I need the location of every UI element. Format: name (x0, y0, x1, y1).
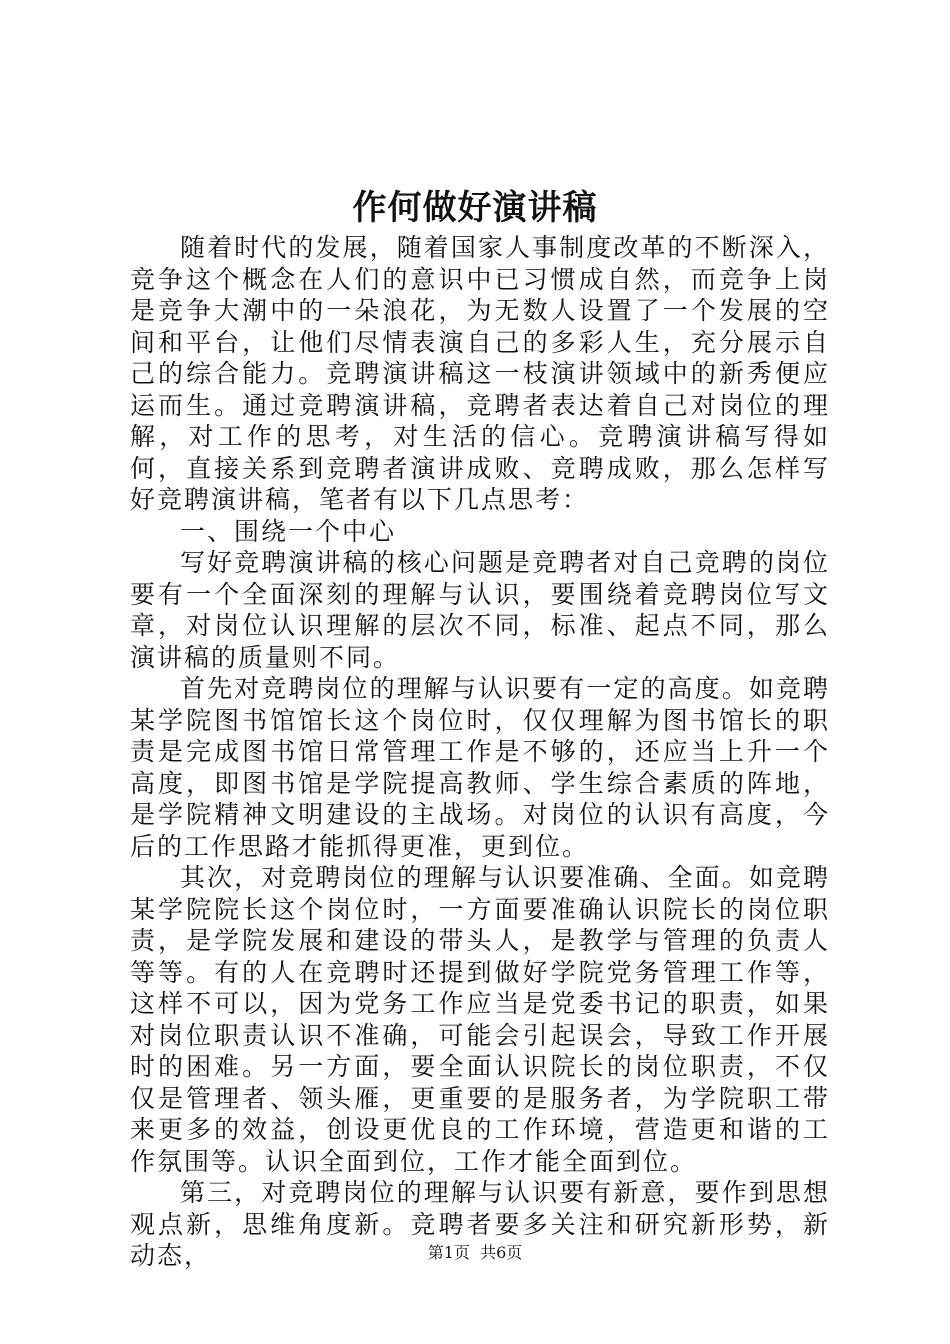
page-footer: 第1页 共6页 (427, 1243, 523, 1262)
paragraph-second: 其次，对竞聘岗位的理解与认识要准确、全面。如竞聘某学院院长这个岗位时，一方面要准确认识院长的岗位职责，是学院发展和建设的带头人，是教学与管理的负责人等等。有的人在竞聘时还提到做好学院党务管理工作等，这样不可以，因为党务工作应当是党委书记的职责，如果对岗位职责认识不准确，可能会引起误会，导致工作开展时的困难。另一方面，要全面认识院长的岗位职责，不仅仅是管理者、领头雁，更重要的是服务者，为学院职工带来更多的效益，创设更优良的工作环境，营造更和谐的工作氛围等。认识全面到位，工作才能全面到位。 (130, 863, 830, 1176)
section-heading: 一、围绕一个中心 (180, 516, 397, 546)
paragraph-core: 写好竞聘演讲稿的核心问题是竞聘者对自己竞聘的岗位要有一个全面深刻的理解与认识，要围绕着竞聘岗位写文章，对岗位认识理解的层次不同，标准、起点不同，那么演讲稿的质量则不同。 (130, 548, 830, 672)
document-body (130, 232, 830, 1272)
paragraph-intro: 随着时代的发展，随着国家人事制度改革的不断深入，竞争这个概念在人们的意识中已习惯成自然，而竞争上岗是竞争大潮中的一朵浪花，为无数人设置了一个发展的空间和平台，让他们尽情表演自己的多彩人生，充分展示自己的综合能力。竞聘演讲稿这一枝演讲领域中的新秀便应运而生。通过竞聘演讲稿，竞聘者表达着自己对岗位的理解，对工作的思考，对生活的信心。竞聘演讲稿写得如何，直接关系到竞聘者演讲成败、竞聘成败，那么怎样写好竞聘演讲稿，笔者有以下几点思考： (130, 233, 830, 514)
paragraph-third: 第三，对竞聘岗位的理解与认识要有新意，要作到思想观点新，思维角度新。竞聘者要多关注和研究新形势，新动态， (130, 1178, 830, 1270)
paragraph-first: 首先对竞聘岗位的理解与认识要有一定的高度。如竞聘某学院图书馆馆长这个岗位时，仅仅理解为图书馆长的职责是完成图书馆日常管理工作是不够的，还应当上升一个高度，即图书馆是学院提高教师、学生综合素质的阵地，是学院精神文明建设的主战场。对岗位的认识有高度，今后的工作思路才能抓得更准，更到位。 (130, 674, 830, 861)
document-title: 作何做好演讲稿 (352, 188, 598, 228)
